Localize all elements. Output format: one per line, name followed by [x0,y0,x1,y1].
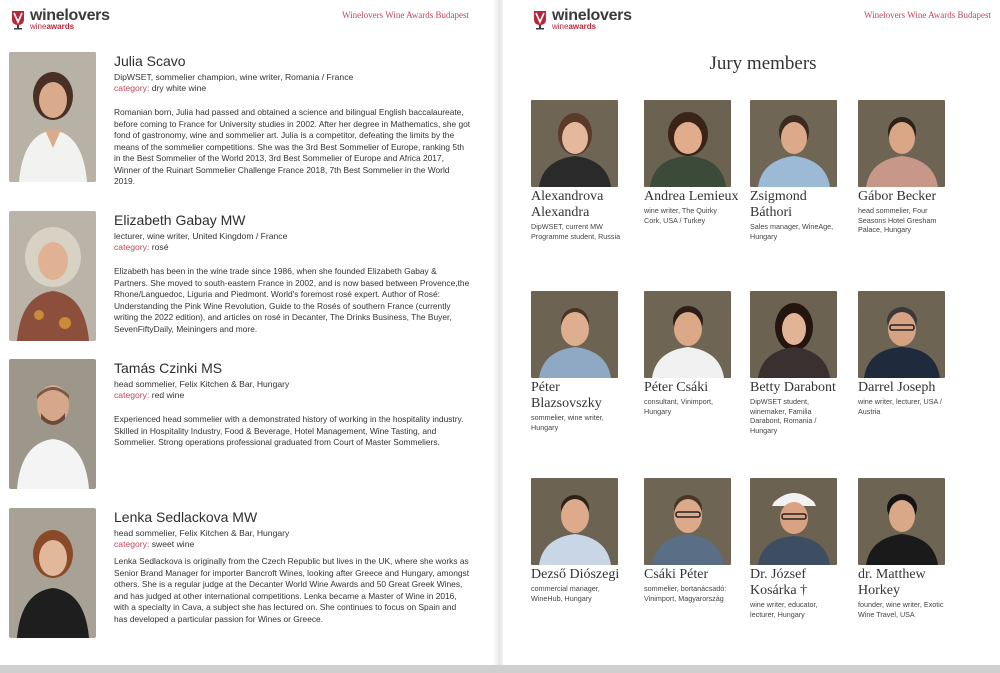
person-description: Romanian born, Julia had passed and obtained a science and bilingual English baccalaureate, before coming to France for University studies in 2002. After her degree in Mathematics, she got fond of gastronomy, wine and sommelier art. Julia is a competitor, defeating the limits by the means of the sommelier competitions. She was the 3rd Best Sommelier of Europe, ranking 5th in the Best Sommelier of the World 2013, 3rd Best Sommelier of Europe and Africa 2017, Winner of the Ruinart Sommelier Challenge France 2018, 7th Best Sommelier in the World 2019. [114,107,471,186]
juror-name: Dr. József Kosárka † [750,567,808,598]
juror-role: DipWSET, current MW Programme student, Russia [531,222,621,241]
juror-name: Dezső Diószegi [531,567,620,582]
person-description: Experienced head sommelier with a demonstrated history of working in the hospitality industry. Skilled in Hospitality Industry, Food & Beverage, Hotel Management, Wine Tasting, and Sommelier. Strong operations professional graduated from Court of Master Sommeliers. [114,414,464,447]
juror-photo [858,478,945,565]
juror-name: Péter Csáki [644,380,709,395]
juror-photo [644,478,731,565]
person-role: head sommelier, Felix Kitchen & Bar, Hungary [114,379,290,389]
juror-card [644,291,744,416]
juror-card [644,100,744,225]
juror-name: Andrea Lemieux [644,189,739,204]
juror-name: Gábor Becker [858,189,937,204]
juror-role: wine writer, lecturer, USA / Austria [858,397,942,416]
juror-role: sommelier, bortanácsadó: Vinimport, Magyarország [644,584,727,603]
winelovers-logo [531,8,632,31]
portrait-photo [9,508,96,638]
right-page [503,0,1000,665]
juror-photo [858,291,945,378]
portrait-photo [9,211,96,341]
juror-photo [644,100,731,187]
person-name: Elizabeth Gabay MW [114,212,246,228]
category-line: category: dry white wine [114,83,207,93]
event-header: Winelovers Wine Awards Budapest [341,10,469,20]
person-description: Lenka Sedlackova is originally from the Czech Republic but lives in the UK, where she works as Senior Brand Manager for importer Bancroft Wines, looking after Greece and Hungary, amongst others. She is a regular judge at the Decanter World Wine Awards and 50 Great Greek Wines, and has judged at other international competitions. Lenka became a Master of Wine in 2016, with a specialty in Cava, a subject she has lectured on. She continues to focus on Spain and has developed a particular passion for Wines or Greece. [114,556,470,624]
wine-glass-logo-icon [531,10,549,30]
person-description: Elizabeth has been in the wine trade since 1986, when she founded Elizabeth Gabay & Partners. She moved to south-eastern France in 2002, and is now based between Provence,the Rhone/Languedoc, Liguria and Piedmont. World's foremost rosé expert. Author of Rosé: Understanding the Pink Wine Revolution, Guide to the Rosés of southern France (currently writing the 2022 edition), and articles on rosé in Decanter, The Drinks Business, The Buyer, SevenFiftyDaily, Meiningers and more. [114,266,470,334]
juror-card [750,478,850,619]
juror-name: Zsigmond Báthori [750,189,807,220]
juror-card [858,478,958,619]
jury-title: Jury members [709,53,817,74]
juror-role: Sales manager, WineAge, Hungary [750,222,834,241]
juror-photo [531,478,618,565]
juror-card [531,291,631,432]
person-name: Lenka Sedlackova MW [114,509,258,525]
juror-role: wine writer, The Quirky Cork, USA / Turkey [644,206,717,225]
juror-card [531,100,631,241]
person-name: Julia Scavo [114,53,186,69]
juror-name: Betty Darabont [750,380,836,395]
portrait-photo [9,52,96,182]
juror-name: Darrel Joseph [858,380,936,395]
event-header: Winelovers Wine Awards Budapest [863,10,991,20]
juror-photo [531,100,618,187]
person-name: Tamás Czinki MS [114,360,223,376]
juror-role: head sommelier, Four Seasons Hotel Gresham Palace, Hungary [858,206,937,234]
logo-subtitle: wineawards [552,22,597,31]
logo-subtitle: wineawards [30,22,75,31]
logo-wordmark: winelovers [30,7,110,24]
juror-card [644,478,744,603]
juror-name: Csáki Péter [644,567,709,582]
juror-photo [531,291,618,378]
juror-role: commercial manager, WineHub, Hungary [531,584,600,603]
person-role: lecturer, wine writer, United Kingdom / France [114,231,288,241]
person-role: DipWSET, sommelier champion, wine writer, Romania / France [114,72,354,82]
category-line: category: red wine [114,390,185,400]
juror-card [750,291,850,435]
juror-card [858,100,958,235]
portrait-photo [9,359,96,489]
juror-name: dr. Matthew Horkey [858,567,926,598]
juror-role: DipWSET student, winemaker, Familia Darabont, Romania / Hungary [750,397,817,435]
juror-role: consultant, Vinimport, Hungary [644,397,713,416]
juror-photo [750,100,837,187]
juror-photo [644,291,731,378]
juror-card [750,100,850,241]
category-line: category: rosé [114,242,169,252]
person-role: head sommelier, Felix Kitchen & Bar, Hungary [114,528,290,538]
juror-card [531,478,631,603]
juror-role: sommelier, wine writer, Hungary [531,413,604,432]
juror-photo [750,478,837,565]
juror-role: founder, wine writer, Exotic Wine Travel, USA [858,600,944,619]
category-line: category: sweet wine [114,539,195,549]
wine-glass-logo-icon [9,10,27,30]
juror-name: Péter Blazsovszky [531,380,602,411]
juror-name: Alexandrova Alexandra [531,189,604,220]
logo-wordmark: winelovers [552,7,632,24]
juror-photo [750,291,837,378]
page-bottom-edge [0,665,1000,673]
juror-role: wine writer, educator, lecturer, Hungary [750,600,818,619]
juror-card [858,291,958,416]
juror-photo [858,100,945,187]
left-page [0,0,497,665]
winelovers-logo [9,8,110,31]
